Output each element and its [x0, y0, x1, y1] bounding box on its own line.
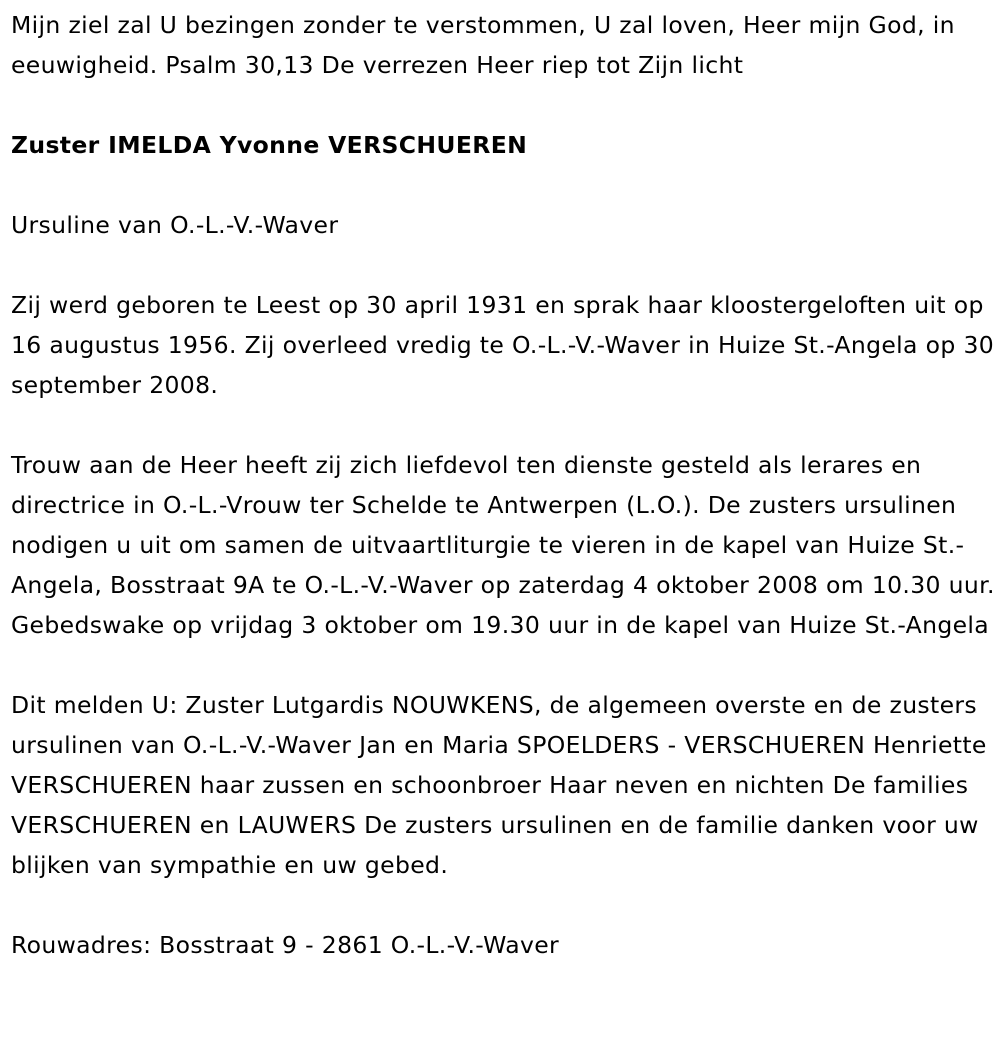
psalm-verse: Mijn ziel zal U bezingen zonder te verstommen, U zal loven, Heer mijn God, in eeuwigheid. Psalm 30,13 De verrezen Heer riep tot Zijn licht	[11, 11, 955, 79]
deceased-name: Zuster IMELDA Yvonne VERSCHUEREN	[11, 131, 528, 159]
announcement-paragraph: Dit melden U: Zuster Lutgardis NOUWKENS, de algemeen overste en de zusters ursulinen van O.-L.-V.-Waver Jan en Maria SPOELDERS - VERSCHUEREN Henriette VERSCHUEREN haar zussen en schoonbroer Haar neven en nichten De families VERSCHUEREN en LAUWERS De zusters ursulinen en de familie danken voor uw blijken van sympathie en uw gebed.	[11, 691, 987, 879]
biography-paragraph: Zij werd geboren te Leest op 30 april 1931 en sprak haar kloostergeloften uit op 16 augustus 1956. Zij overleed vredig te O.-L.-V.-Waver in Huize St.-Angela op 30 september 2008.	[11, 291, 995, 399]
mourning-address: Rouwadres: Bosstraat 9 - 2861 O.-L.-V.-Waver	[11, 931, 560, 959]
religious-order: Ursuline van O.-L.-V.-Waver	[11, 211, 339, 239]
obituary-notice	[11, 5, 996, 965]
funeral-service-paragraph: Trouw aan de Heer heeft zij zich liefdevol ten dienste gesteld als lerares en directrice in O.-L.-Vrouw ter Schelde te Antwerpen (L.O.). De zusters ursulinen nodigen u uit om samen de uitvaartliturgie te vieren in de kapel van Huize St.-Angela, Bosstraat 9A te O.-L.-V.-Waver op zaterdag 4 oktober 2008 om 10.30 uur. Gebedswake op vrijdag 3 oktober om 19.30 uur in de kapel van Huize St.-Angela	[11, 451, 995, 639]
